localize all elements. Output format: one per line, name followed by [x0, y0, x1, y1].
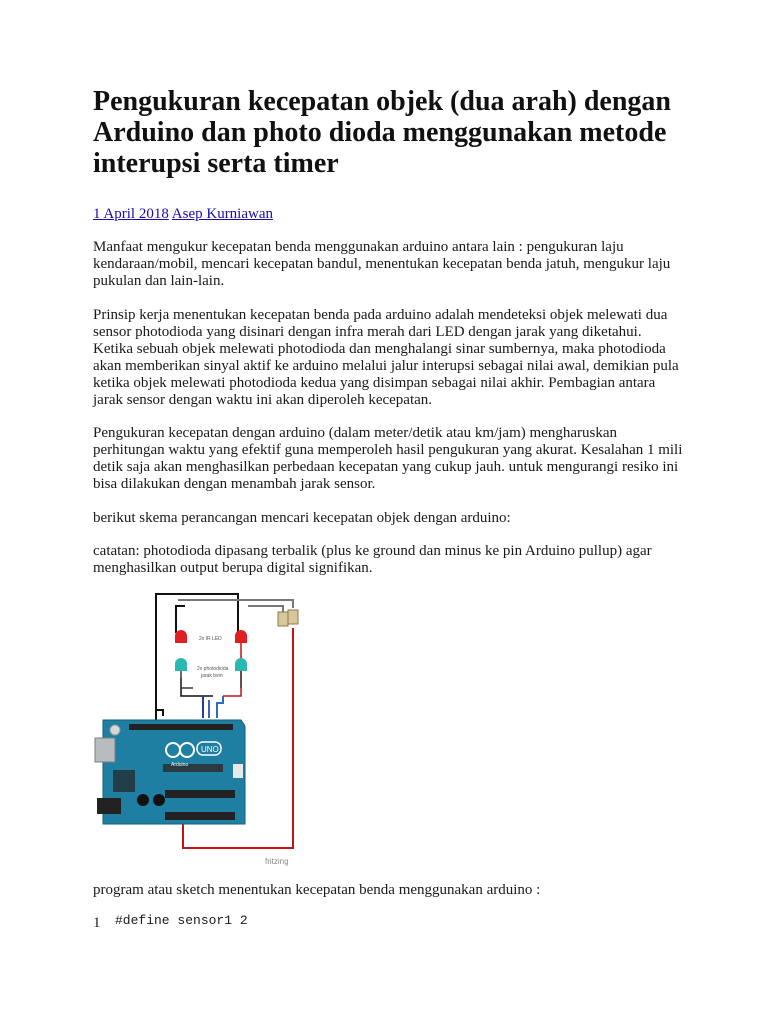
board-label: UNO: [201, 745, 219, 754]
fritzing-watermark: fritzing: [265, 857, 289, 866]
paragraph-benefits: Manfaat mengukur kecepatan benda menggunakan arduino antara lain : pengukuran laju kendaraan/mobil, mencari kecepatan bandul, menentukan kecepatan benda jatuh, mengukur laju pukulan dan lain-lain.: [93, 239, 671, 289]
paragraph-accuracy: Pengukuran kecepatan dengan arduino (dalam meter/detik atau km/jam) mengharuskan perhitungan waktu yang efektif guna memperoleh hasil pengukuran yang akurat. Kesalahan 1 mili detik saja akan menghasilkan perbedaan kecepatan yang cukup jauh. untuk mengurangi resiko ini bisa dilakukan dengan menambah jarak sensor.: [93, 425, 683, 492]
code-block: [93, 914, 248, 932]
article-meta: [93, 205, 273, 223]
brand-label: Arduino: [171, 762, 189, 768]
paragraph-schema-intro: berikut skema perancangan mencari kecepatan objek dengan arduino:: [93, 510, 511, 526]
paragraph-principle: Prinsip kerja menentukan kecepatan benda pada arduino adalah mendeteksi objek melewati dua sensor photodioda yang disinari dengan infra merah dari LED dengan jarak yang diketahui. Ketika sebuah objek melewati photodioda dan menghalangi sinar sumbernya, maka photodioda akan memberikan sinyal aktif ke arduino melalui jalur interupsi sebagai nilai awal, demikian pula ketika objek melewati photodioda kedua yang disimpan sebagai nilai akhir. Pembagian antara jarak sensor dengan waktu ini akan diperoleh kecepatan.: [93, 307, 679, 408]
photodiode-label-1: 2x photodioda: [197, 666, 229, 672]
wiring-diagram: [93, 588, 303, 868]
led-label: 2x IR LED: [199, 636, 222, 642]
code-line-number: 1: [93, 915, 101, 931]
date-link[interactable]: 1 April 2018: [93, 206, 169, 222]
photodiode-label-2: jarak bxm: [201, 673, 223, 679]
arduino-board: [95, 720, 245, 824]
paragraph-note: catatan: photodioda dipasang terbalik (plus ke ground dan minus ke pin Arduino pullup) agar menghasilkan output berupa digital signifikan.: [93, 543, 652, 576]
code-line: #define sensor1 2: [115, 913, 248, 928]
author-link[interactable]: Asep Kurniawan: [171, 206, 274, 222]
paragraph-sketch-intro: program atau sketch menentukan kecepatan benda menggunakan arduino :: [93, 882, 541, 898]
article-title: Pengukuran kecepatan objek (dua arah) dengan Arduino dan photo dioda menggunakan metode interupsi serta timer: [93, 86, 671, 179]
